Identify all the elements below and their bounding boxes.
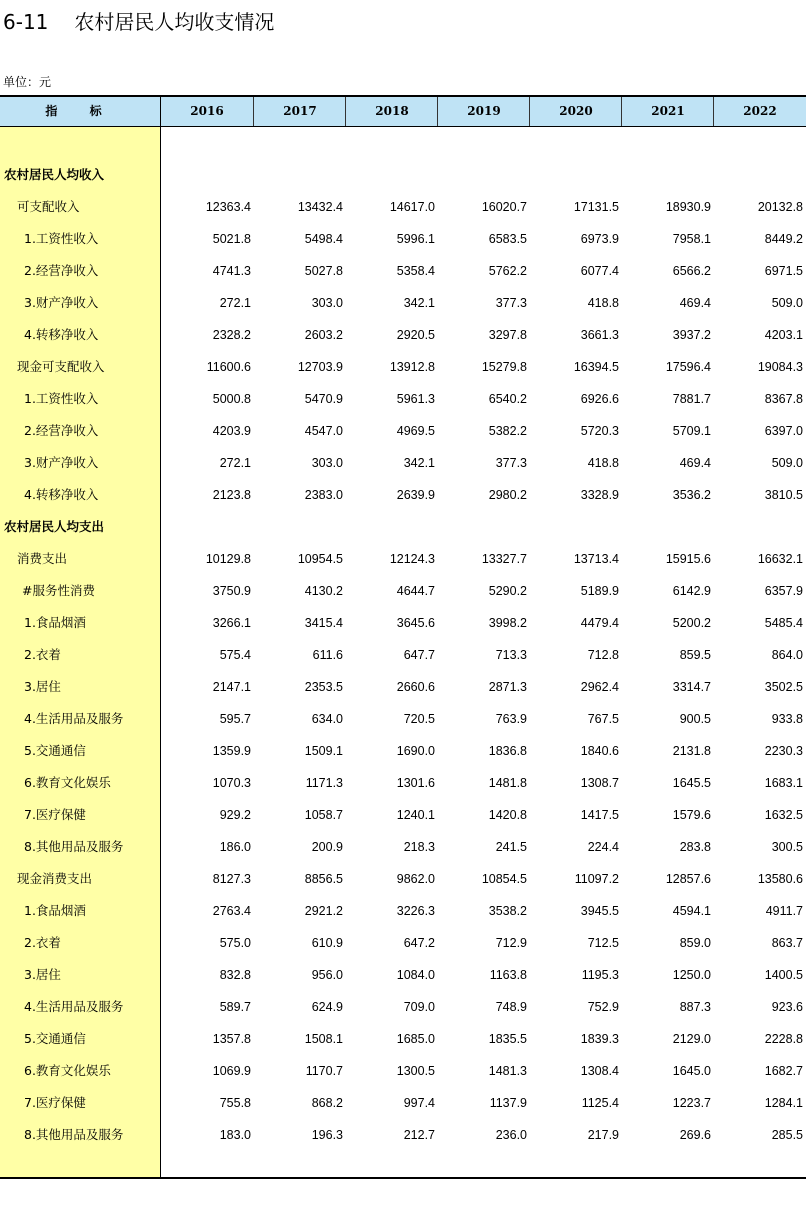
cell-2019: 5762.2 (488, 264, 527, 278)
cell-2017: 1171.3 (305, 776, 343, 790)
cell-2020: 1840.6 (580, 744, 619, 758)
table-row (0, 959, 806, 991)
header-separator (713, 97, 714, 126)
row-label: 1.工资性收入 (24, 391, 99, 406)
cell-2016: 1070.3 (212, 776, 251, 790)
table-row (0, 255, 806, 287)
cell-2019: 713.3 (495, 648, 527, 662)
cell-2022: 933.8 (771, 712, 803, 726)
cell-2021: 859.5 (679, 648, 711, 662)
row-label: 2.经营净收入 (24, 423, 99, 438)
table-row (0, 895, 806, 927)
cell-2021: 2129.0 (672, 1032, 711, 1046)
row-label: 1.工资性收入 (24, 231, 99, 246)
row-label: 现金可支配收入 (17, 359, 105, 374)
header-year-2019: 2019 (467, 104, 501, 118)
cell-2016: 755.8 (219, 1096, 251, 1110)
cell-2016: 595.7 (219, 712, 251, 726)
table-row (0, 991, 806, 1023)
cell-2021: 1579.6 (672, 808, 711, 822)
row-label: 2.衣着 (24, 647, 61, 662)
cell-2021: 3937.2 (672, 328, 711, 342)
cell-2021: 4594.1 (672, 904, 711, 918)
table-row (0, 735, 806, 767)
table-row (0, 639, 806, 671)
cell-2019: 5290.2 (488, 584, 527, 598)
cell-2018: 1301.6 (396, 776, 435, 790)
cell-2019: 16020.7 (481, 200, 527, 214)
cell-2020: 1839.3 (580, 1032, 619, 1046)
cell-2016: 3266.1 (212, 616, 251, 630)
cell-2016: 575.4 (219, 648, 251, 662)
cell-2017: 12703.9 (297, 360, 343, 374)
cell-2018: 4969.5 (396, 424, 435, 438)
cell-2016: 2147.1 (212, 680, 251, 694)
cell-2020: 4479.4 (580, 616, 619, 630)
cell-2021: 6566.2 (672, 264, 711, 278)
table-row (0, 543, 806, 575)
cell-2018: 3226.3 (396, 904, 435, 918)
cell-2022: 2230.3 (764, 744, 803, 758)
table-row (0, 351, 806, 383)
cell-2022: 1632.5 (764, 808, 803, 822)
unit-label: 单位：元 (3, 75, 52, 89)
header-year-2022: 2022 (743, 104, 777, 118)
cell-2017: 200.9 (311, 840, 343, 854)
row-label: 农村居民人均支出 (4, 519, 105, 534)
cell-2019: 377.3 (495, 456, 527, 470)
cell-2018: 1240.1 (396, 808, 435, 822)
row-label: 4.转移净收入 (24, 487, 99, 502)
cell-2018: 4644.7 (396, 584, 435, 598)
cell-2017: 956.0 (311, 968, 343, 982)
cell-2020: 5720.3 (580, 424, 619, 438)
cell-2022: 1683.1 (764, 776, 803, 790)
section-row (0, 159, 806, 191)
cell-2020: 2962.4 (580, 680, 619, 694)
table-row (0, 383, 806, 415)
cell-2022: 1682.7 (764, 1064, 803, 1078)
cell-2016: 10129.8 (205, 552, 251, 566)
row-label: 6.教育文化娱乐 (24, 775, 111, 790)
table-row (0, 287, 806, 319)
row-label: 农村居民人均收入 (4, 167, 105, 182)
cell-2021: 1223.7 (672, 1096, 711, 1110)
cell-2022: 19084.3 (757, 360, 803, 374)
cell-2020: 1417.5 (580, 808, 619, 822)
table-number: 6-11 (3, 10, 49, 34)
cell-2020: 11097.2 (574, 872, 619, 886)
table-row (0, 927, 806, 959)
header-separator (253, 97, 254, 126)
table-row (0, 1055, 806, 1087)
cell-2020: 17131.5 (573, 200, 619, 214)
header-separator (437, 97, 438, 126)
row-label: 可支配收入 (17, 199, 80, 214)
table-row (0, 671, 806, 703)
cell-2021: 5200.2 (672, 616, 711, 630)
cell-2018: 218.3 (403, 840, 435, 854)
cell-2022: 6357.9 (764, 584, 803, 598)
header-year-2017: 2017 (283, 104, 317, 118)
header-separator (621, 97, 622, 126)
cell-2016: 1357.8 (212, 1032, 251, 1046)
cell-2017: 5470.9 (304, 392, 343, 406)
cell-2021: 15915.6 (665, 552, 711, 566)
table-row (0, 479, 806, 511)
table-row (0, 607, 806, 639)
cell-2019: 1420.8 (488, 808, 527, 822)
row-label: 5.交通通信 (24, 1031, 86, 1046)
table-title: 农村居民人均收支情况 (74, 10, 275, 34)
cell-2020: 3661.3 (580, 328, 619, 342)
cell-2017: 610.9 (311, 936, 343, 950)
cell-2019: 1163.8 (489, 968, 527, 982)
cell-2019: 10854.5 (481, 872, 527, 886)
cell-2021: 859.0 (679, 936, 711, 950)
cell-2017: 4130.2 (304, 584, 343, 598)
cell-2016: 2123.8 (212, 488, 251, 502)
cell-2016: 4203.9 (212, 424, 251, 438)
cell-2022: 3502.5 (764, 680, 803, 694)
cell-2018: 342.1 (403, 456, 435, 470)
cell-2022: 16632.1 (757, 552, 803, 566)
row-label: 3.财产净收入 (24, 455, 99, 470)
header-separator (345, 97, 346, 126)
cell-2016: 832.8 (219, 968, 251, 982)
cell-2018: 647.7 (403, 648, 435, 662)
cell-2019: 377.3 (495, 296, 527, 310)
cell-2017: 2353.5 (304, 680, 343, 694)
row-label: 7.医疗保健 (24, 1095, 86, 1110)
row-label: 3.居住 (24, 679, 61, 694)
cell-2019: 1481.8 (488, 776, 527, 790)
cell-2019: 1137.9 (489, 1096, 527, 1110)
cell-2016: 3750.9 (212, 584, 251, 598)
table-row (0, 415, 806, 447)
cell-2016: 1069.9 (212, 1064, 251, 1078)
cell-2017: 611.6 (312, 648, 343, 662)
row-label: 现金消费支出 (17, 871, 93, 886)
cell-2020: 1308.4 (580, 1064, 619, 1078)
table-row (0, 319, 806, 351)
cell-2020: 3945.5 (580, 904, 619, 918)
row-label: 3.居住 (24, 967, 61, 982)
bottom-rule (0, 1177, 806, 1179)
cell-2017: 303.0 (311, 296, 343, 310)
cell-2016: 8127.3 (212, 872, 251, 886)
cell-2017: 634.0 (311, 712, 343, 726)
cell-2018: 13912.8 (389, 360, 435, 374)
cell-2018: 2639.9 (396, 488, 435, 502)
cell-2021: 7881.7 (672, 392, 711, 406)
row-label: 4.转移净收入 (24, 327, 99, 342)
cell-2019: 748.9 (495, 1000, 527, 1014)
cell-2018: 12124.3 (389, 552, 435, 566)
cell-2021: 469.4 (679, 296, 711, 310)
cell-2021: 6142.9 (672, 584, 711, 598)
table-row (0, 1119, 806, 1151)
cell-2017: 1058.7 (304, 808, 343, 822)
cell-2020: 6926.6 (580, 392, 619, 406)
table-row (0, 1023, 806, 1055)
cell-2021: 900.5 (679, 712, 711, 726)
cell-2019: 2980.2 (488, 488, 527, 502)
cell-2018: 14617.0 (389, 200, 435, 214)
cell-2017: 5498.4 (304, 232, 343, 246)
cell-2019: 3998.2 (488, 616, 527, 630)
cell-2018: 1300.5 (396, 1064, 435, 1078)
cell-2020: 767.5 (587, 712, 619, 726)
cell-2020: 16394.5 (573, 360, 619, 374)
cell-2021: 3536.2 (672, 488, 711, 502)
cell-2019: 763.9 (495, 712, 527, 726)
cell-2019: 13327.7 (481, 552, 527, 566)
cell-2020: 712.5 (587, 936, 619, 950)
cell-2018: 1084.0 (396, 968, 435, 982)
cell-2017: 1509.1 (304, 744, 343, 758)
cell-2018: 2660.6 (396, 680, 435, 694)
cell-2017: 196.3 (311, 1128, 343, 1142)
row-label: 2.衣着 (24, 935, 61, 950)
cell-2016: 5021.8 (212, 232, 251, 246)
cell-2018: 5961.3 (396, 392, 435, 406)
cell-2019: 2871.3 (488, 680, 527, 694)
row-label: 4.生活用品及服务 (24, 711, 124, 726)
row-label: 消费支出 (17, 551, 68, 566)
table-row (0, 575, 806, 607)
cell-2017: 1508.1 (304, 1032, 343, 1046)
cell-2020: 6077.4 (580, 264, 619, 278)
cell-2019: 241.5 (495, 840, 527, 854)
cell-2019: 5382.2 (488, 424, 527, 438)
cell-2018: 709.0 (403, 1000, 435, 1014)
cell-2020: 13713.4 (573, 552, 619, 566)
cell-2022: 2228.8 (764, 1032, 803, 1046)
cell-2017: 3415.4 (304, 616, 343, 630)
cell-2019: 6583.5 (488, 232, 527, 246)
cell-2022: 1284.1 (764, 1096, 803, 1110)
cell-2021: 1250.0 (672, 968, 711, 982)
cell-2021: 12857.6 (665, 872, 711, 886)
cell-2018: 5358.4 (396, 264, 435, 278)
cell-2020: 418.8 (587, 456, 619, 470)
cell-2019: 1836.8 (488, 744, 527, 758)
header-year-2016: 2016 (190, 104, 224, 118)
cell-2020: 3328.9 (580, 488, 619, 502)
cell-2016: 2328.2 (212, 328, 251, 342)
table-row (0, 863, 806, 895)
cell-2020: 752.9 (587, 1000, 619, 1014)
cell-2020: 712.8 (587, 648, 619, 662)
cell-2018: 720.5 (403, 712, 435, 726)
cell-2016: 272.1 (219, 296, 251, 310)
cell-2022: 8367.8 (764, 392, 803, 406)
cell-2017: 624.9 (311, 1000, 343, 1014)
cell-2021: 1645.0 (672, 1064, 711, 1078)
row-label: 7.医疗保健 (24, 807, 86, 822)
cell-2019: 15279.8 (481, 360, 527, 374)
row-label: 8.其他用品及服务 (24, 839, 124, 854)
cell-2017: 2383.0 (304, 488, 343, 502)
cell-2022: 864.0 (771, 648, 803, 662)
cell-2022: 509.0 (771, 296, 803, 310)
row-label: 4.生活用品及服务 (24, 999, 124, 1014)
page-title (3, 6, 274, 35)
cell-2016: 183.0 (219, 1128, 251, 1142)
row-label: 8.其他用品及服务 (24, 1127, 124, 1142)
cell-2022: 4203.1 (764, 328, 803, 342)
header-rule (0, 126, 806, 127)
cell-2020: 224.4 (587, 840, 619, 854)
cell-2021: 3314.7 (672, 680, 711, 694)
cell-2016: 575.0 (219, 936, 251, 950)
row-label: 1.食品烟酒 (24, 615, 86, 630)
header-separator (529, 97, 530, 126)
cell-2019: 1481.3 (488, 1064, 527, 1078)
table-row (0, 1087, 806, 1119)
cell-2021: 887.3 (679, 1000, 711, 1014)
table-row (0, 767, 806, 799)
cell-2017: 5027.8 (304, 264, 343, 278)
cell-2022: 4911.7 (765, 904, 803, 918)
cell-2018: 3645.6 (396, 616, 435, 630)
cell-2022: 509.0 (771, 456, 803, 470)
cell-2018: 9862.0 (396, 872, 435, 886)
cell-2020: 1125.4 (581, 1096, 619, 1110)
table-row (0, 799, 806, 831)
cell-2016: 4741.3 (212, 264, 251, 278)
cell-2017: 303.0 (311, 456, 343, 470)
cell-2020: 6973.9 (580, 232, 619, 246)
cell-2017: 2603.2 (304, 328, 343, 342)
cell-2017: 868.2 (311, 1096, 343, 1110)
cell-2018: 1690.0 (396, 744, 435, 758)
cell-2022: 3810.5 (764, 488, 803, 502)
cell-2016: 589.7 (219, 1000, 251, 1014)
row-label: 3.财产净收入 (24, 295, 99, 310)
table-row (0, 447, 806, 479)
header-year-2018: 2018 (375, 104, 409, 118)
section-row (0, 511, 806, 543)
table-row (0, 191, 806, 223)
cell-2022: 8449.2 (764, 232, 803, 246)
row-label: 6.教育文化娱乐 (24, 1063, 111, 1078)
table-row (0, 831, 806, 863)
header-indicator: 指 标 (45, 104, 116, 118)
cell-2022: 6397.0 (764, 424, 803, 438)
cell-2017: 10954.5 (297, 552, 343, 566)
cell-2019: 3538.2 (488, 904, 527, 918)
cell-2022: 285.5 (771, 1128, 803, 1142)
cell-2018: 647.2 (403, 936, 435, 950)
cell-2016: 2763.4 (212, 904, 251, 918)
cell-2022: 300.5 (771, 840, 803, 854)
cell-2016: 5000.8 (212, 392, 251, 406)
row-label: #服务性消费 (22, 583, 95, 598)
cell-2022: 1400.5 (764, 968, 803, 982)
header-year-2020: 2020 (559, 104, 593, 118)
cell-2021: 2131.8 (672, 744, 711, 758)
cell-2019: 1835.5 (488, 1032, 527, 1046)
cell-2022: 923.6 (771, 1000, 803, 1014)
table-row (0, 703, 806, 735)
cell-2017: 8856.5 (304, 872, 343, 886)
cell-2016: 186.0 (219, 840, 251, 854)
cell-2019: 3297.8 (488, 328, 527, 342)
table-row (0, 223, 806, 255)
cell-2016: 929.2 (219, 808, 251, 822)
cell-2020: 5189.9 (580, 584, 619, 598)
cell-2021: 5709.1 (672, 424, 711, 438)
cell-2021: 469.4 (679, 456, 711, 470)
cell-2018: 1685.0 (396, 1032, 435, 1046)
cell-2016: 272.1 (219, 456, 251, 470)
cell-2017: 2921.2 (304, 904, 343, 918)
cell-2016: 1359.9 (212, 744, 251, 758)
cell-2019: 236.0 (495, 1128, 527, 1142)
cell-2022: 863.7 (771, 936, 803, 950)
cell-2017: 4547.0 (304, 424, 343, 438)
header-year-2021: 2021 (651, 104, 685, 118)
cell-2019: 712.9 (495, 936, 527, 950)
cell-2021: 1645.5 (672, 776, 711, 790)
cell-2018: 2920.5 (396, 328, 435, 342)
cell-2020: 418.8 (587, 296, 619, 310)
cell-2022: 6971.5 (764, 264, 803, 278)
cell-2016: 12363.4 (205, 200, 251, 214)
cell-2017: 1170.7 (305, 1064, 343, 1078)
cell-2020: 217.9 (587, 1128, 619, 1142)
cell-2020: 1195.3 (581, 968, 619, 982)
cell-2021: 283.8 (679, 840, 711, 854)
cell-2021: 17596.4 (665, 360, 711, 374)
cell-2020: 1308.7 (580, 776, 619, 790)
row-label: 1.食品烟酒 (24, 903, 86, 918)
cell-2017: 13432.4 (297, 200, 343, 214)
cell-2018: 997.4 (403, 1096, 435, 1110)
cell-2022: 13580.6 (757, 872, 803, 886)
cell-2018: 342.1 (403, 296, 435, 310)
cell-2019: 6540.2 (488, 392, 527, 406)
row-label: 5.交通通信 (24, 743, 86, 758)
cell-2021: 7958.1 (672, 232, 711, 246)
row-label: 2.经营净收入 (24, 263, 99, 278)
cell-2022: 5485.4 (764, 616, 803, 630)
cell-2018: 212.7 (403, 1128, 435, 1142)
cell-2022: 20132.8 (757, 200, 803, 214)
cell-2016: 11600.6 (206, 360, 251, 374)
cell-2021: 269.6 (679, 1128, 711, 1142)
cell-2018: 5996.1 (396, 232, 435, 246)
cell-2021: 18930.9 (665, 200, 711, 214)
